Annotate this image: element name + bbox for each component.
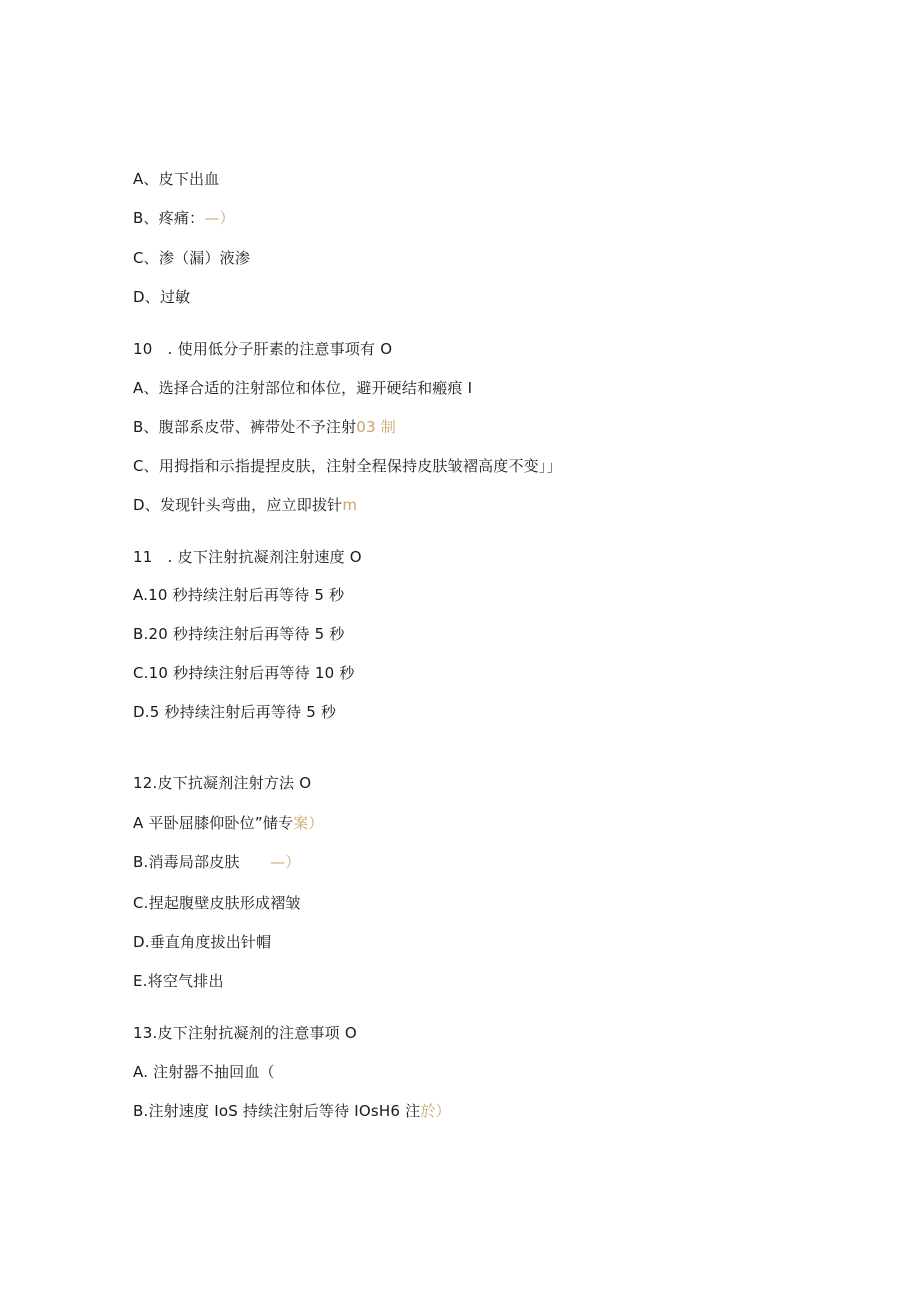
option-text: D、过敏 — [133, 288, 191, 306]
option-line — [133, 1062, 275, 1082]
option-line — [133, 971, 224, 991]
option-line — [133, 417, 396, 437]
option-text: B.消毒局部皮肤 — [133, 853, 271, 871]
option-line — [133, 1101, 451, 1121]
handwritten-annotation: 03 制 — [356, 418, 396, 436]
option-text: A.10 秒持续注射后再等待 5 秒 — [133, 586, 345, 604]
question-text: 10 . 使用低分子肝素的注意事项有 O — [133, 340, 393, 358]
option-text: A、皮下出血 — [133, 170, 220, 188]
option-line — [133, 169, 219, 189]
option-line — [133, 813, 324, 833]
option-line — [133, 378, 472, 398]
question-text: 12.皮下抗凝剂注射方法 O — [133, 774, 312, 792]
question-line — [133, 339, 392, 359]
option-text: B、疼痛： — [133, 209, 205, 227]
handwritten-annotation: 於） — [420, 1102, 451, 1120]
option-text: C.10 秒持续注射后再等待 10 秒 — [133, 664, 355, 682]
option-line — [133, 585, 344, 605]
option-text: A. 注射器不抽回血（ — [133, 1063, 275, 1081]
option-line — [133, 852, 300, 872]
option-text: B.20 秒持续注射后再等待 5 秒 — [133, 625, 345, 643]
handwritten-annotation: 案） — [293, 814, 324, 832]
option-text: B、腹部系皮带、裤带处不予注射 — [133, 418, 357, 436]
option-text: A、选择合适的注射部位和体位，避开硬结和瘢痕 I — [133, 379, 473, 397]
question-line — [133, 773, 311, 793]
option-text: D、发现针头弯曲，应立即拔针 — [133, 496, 343, 514]
option-line — [133, 287, 190, 307]
option-line — [133, 248, 250, 268]
option-line — [133, 893, 301, 913]
option-line — [133, 495, 357, 515]
handwritten-annotation: m — [342, 496, 358, 514]
option-text: C.捏起腹壁皮肤形成褶皱 — [133, 894, 301, 912]
option-text: C、渗（漏）液渗 — [133, 249, 251, 267]
option-line — [133, 624, 345, 644]
question-line — [133, 547, 362, 567]
option-text: A 平卧屈膝仰卧位”储专 — [133, 814, 294, 832]
option-text: C、用拇指和示指提捏皮肤，注射全程保持皮肤皱褶高度不变」」 — [133, 457, 562, 475]
question-text: 11 . 皮下注射抗凝剂注射速度 O — [133, 548, 362, 566]
option-line — [133, 702, 336, 722]
question-line — [133, 1023, 357, 1043]
option-line — [133, 456, 562, 476]
option-line — [133, 208, 235, 228]
option-text: E.将空气排出 — [133, 972, 224, 990]
handwritten-annotation: —） — [270, 853, 301, 871]
question-text: 13.皮下注射抗凝剂的注意事项 O — [133, 1024, 357, 1042]
option-line — [133, 663, 355, 683]
option-line — [133, 932, 271, 952]
option-text: D.5 秒持续注射后再等待 5 秒 — [133, 703, 337, 721]
option-text: D.垂直角度拔出针帽 — [133, 933, 272, 951]
handwritten-annotation: —） — [204, 209, 235, 227]
option-text: B.注射速度 IoS 持续注射后等待 IOsH6 注 — [133, 1102, 421, 1120]
